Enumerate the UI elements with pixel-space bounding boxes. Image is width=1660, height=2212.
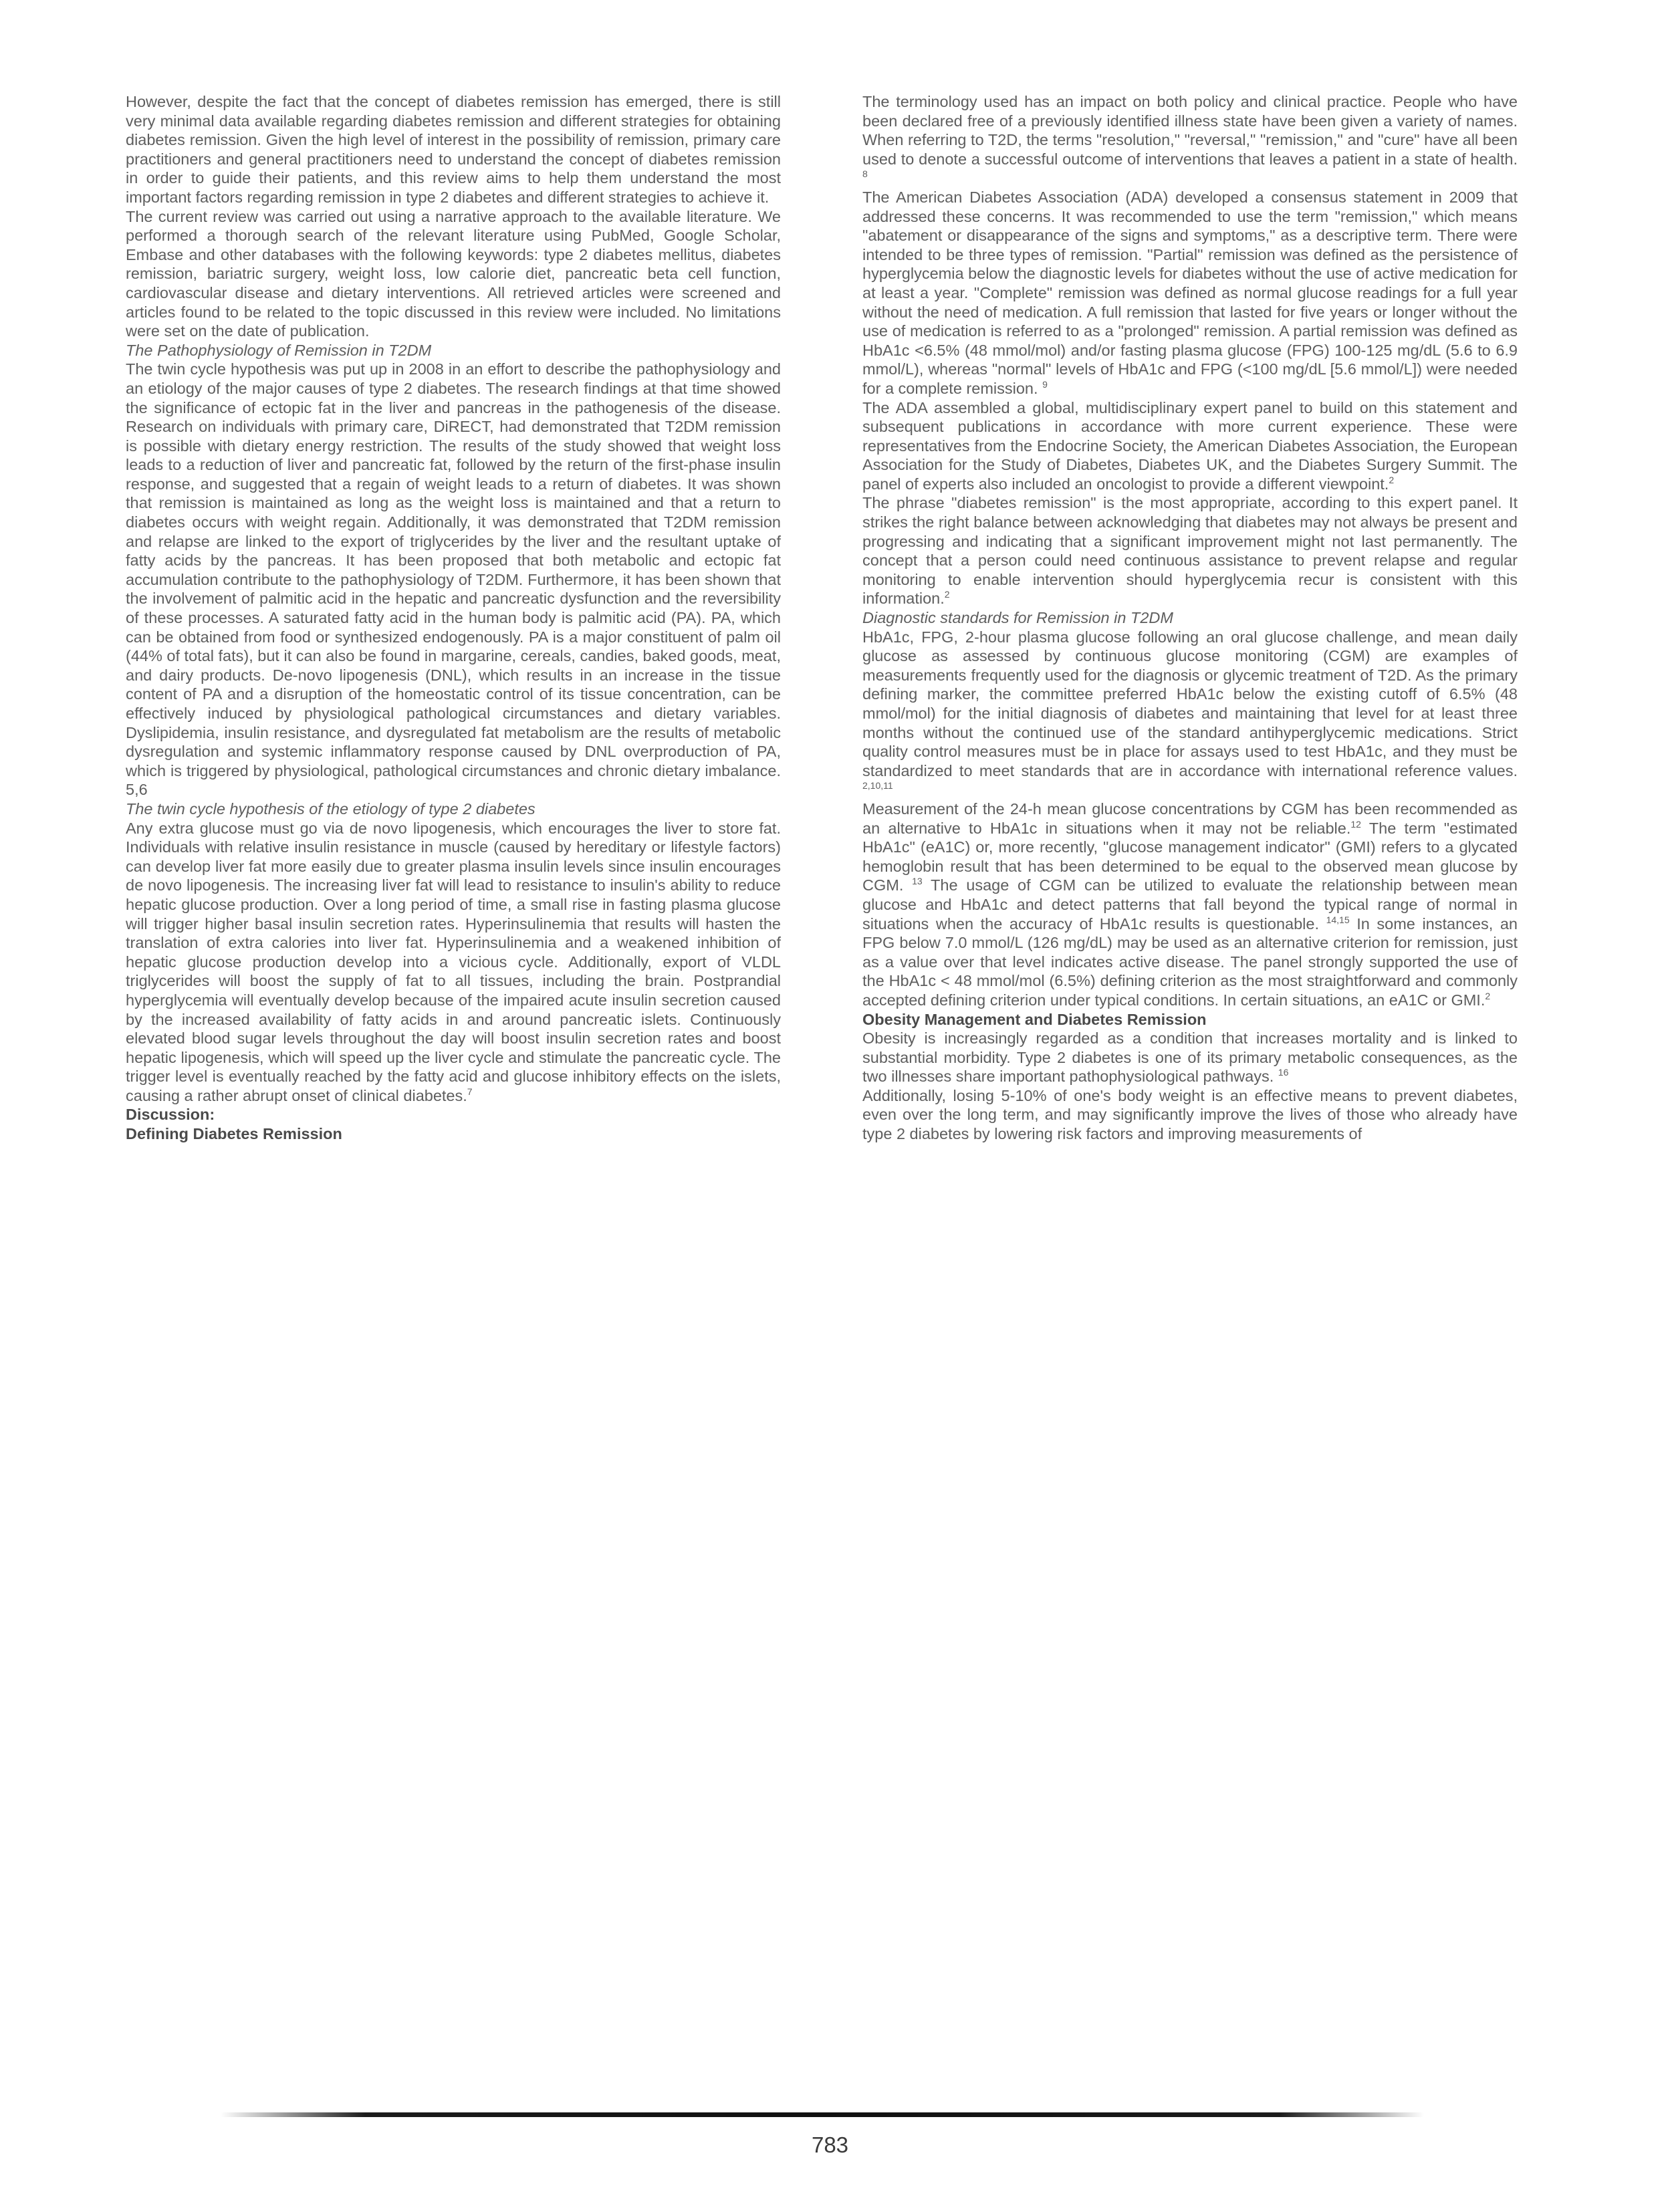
citation: 7 <box>467 1086 473 1098</box>
paragraph-text: The American Diabetes Association (ADA) developed a consensus statement in 2009 that addressed these concerns. It was recommended to use the term "remission," which means "abatement or disappearance of the signs and symptoms," as a descriptive term. There were intended to be three types of remission. "Partial" remission was defined as the persistence of hyperglycemia below the diagnostic levels for diabetes without the use of active medication for at least a year. "Complete" remission was defined as normal glucose readings for a full year without the need of medication. A full remission that lasted for five years or longer without the use of medication is referred to as a "prolonged" remission. A partial remission was defined as HbA1c <6.5% (48 mmol/mol) and/or fasting plasma glucose (FPG) 100-125 mg/dL (5.6 to 6.9 mmol/L), whereas "normal" levels of HbA1c and FPG (<100 mg/dL [5.6 mmol/L]) were needed for a complete remission. <box>862 188 1518 397</box>
page-number: 783 <box>811 2132 849 2157</box>
footer-divider <box>221 2112 1424 2117</box>
paragraph-text: HbA1c, FPG, 2-hour plasma glucose following an oral glucose challenge, and mean daily glucose as assessed by continuous glucose monitoring (CGM) are examples of measurements frequently used for the diagnosis or glycemic treatment of T2D. As the primary defining marker, the committee preferred HbA1c below the existing cutoff of 6.5% (48 mmol/mol) for the initial diagnosis of diabetes and maintaining that level for at least three months without the continued use of the standard antihyperglycemic medications. Strict quality control measures must be in place for assays used to test HbA1c, and they must be standardized to meet standards that are in accordance with international reference values. <box>862 628 1518 779</box>
right-text-column <box>862 92 1518 1144</box>
section-heading-bold: Obesity Management and Diabetes Remission <box>862 1010 1207 1028</box>
section-heading-italic: The Pathophysiology of Remission in T2DM <box>126 341 432 359</box>
citation: 2,10,11 <box>862 780 893 791</box>
citation: 2 <box>1389 475 1395 486</box>
paragraph <box>862 1029 1518 1086</box>
paragraph-text: In some instances, an FPG below 7.0 mmol/L (126 mg/dL) may be used as an alternative criterion for remission, just as a value over that level indicates active disease. The panel strongly supported the use of the HbA1c < 48 mmol/mol (6.5%) defining criterion as the most straightforward and commonly accepted defining criterion under typical conditions. In certain situations, an eA1C or GMI. <box>862 914 1518 1009</box>
paragraph-text: The terminology used has an impact on both policy and clinical practice. People who have been declared free of a previously identified illness state have been given a variety of names. When referring to T2D, the terms "resolution," "reversal," "remission," and "cure" have all been used to denote a successful outcome of interventions that leaves a patient in a state of health. <box>862 93 1518 168</box>
citation: 2 <box>1485 991 1491 1002</box>
citation: 9 <box>1042 379 1048 390</box>
paragraph-text: The usage of CGM can be utilized to evaluate the relationship between mean glucose and HbA1c and detect patterns that fall beyond the typical range of normal in situations when the accuracy of HbA1c results is questionable. <box>862 876 1518 933</box>
citation: 16 <box>1278 1067 1289 1078</box>
paragraph <box>862 800 1518 1010</box>
citation: 13 <box>912 876 923 887</box>
paragraph <box>862 398 1518 494</box>
paragraph: Additionally, losing 5-10% of one's body weight is an effective means to prevent diabetes, even over the long term, and may significantly improve the lives of those who already have type 2 diabetes by lowering risk factors and improving measurements of <box>862 1086 1518 1143</box>
paragraph <box>862 188 1518 398</box>
paragraph <box>862 628 1518 800</box>
paragraph-text: The phrase "diabetes remission" is the most appropriate, according to this expert panel. It strikes the right balance between acknowledging that diabetes may not always be present and progressing and indicating that a significant improvement might not last permanently. The concept that a person could need continuous assistance to prevent relapse and regular monitoring to enable intervention should hyperglycemia recur is consistent with this information. <box>862 494 1518 608</box>
section-heading-bold: Discussion: <box>126 1106 215 1124</box>
citation: 12 <box>1350 818 1361 830</box>
paragraph <box>862 92 1518 188</box>
citation: 8 <box>862 168 868 180</box>
paragraph-text: The ADA assembled a global, multidisciplinary expert panel to build on this statement and subsequent publications in accordance with more current experience. These were representatives from the Endocrine Society, the American Diabetes Association, the European Association for the Study of Diabetes, Diabetes UK, and the Diabetes Surgery Summit. The panel of experts also included an oncologist to provide a different viewpoint. <box>862 398 1518 493</box>
paragraph: The current review was carried out using a narrative approach to the available literature. We performed a thorough search of the relevant literature using PubMed, Google Scholar, Embase and other databases with the following keywords: type 2 diabetes mellitus, diabetes remission, bariatric surgery, weight loss, low calorie diet, pancreatic beta cell function, cardiovascular disease and dietary interventions. All retrieved articles were screened and articles found to be related to the topic discussed in this review were included. No limitations were set on the date of publication. <box>126 207 781 340</box>
paragraph-text: Obesity is increasingly regarded as a condition that increases mortality and is linked to substantial morbidity. Type 2 diabetes is one of its primary metabolic consequences, as the two illnesses share important pathophysiological pathways. <box>862 1029 1518 1086</box>
citation: 14,15 <box>1326 914 1350 925</box>
paragraph-text: The term "estimated HbA1c" (eA1C) or, more recently, "glucose management indicator" (GMI) refers to a glycated hemoglobin result that has been determined to be equal to the observed mean glucose by CGM. <box>862 819 1518 894</box>
paragraph-text: Measurement of the 24-h mean glucose concentrations by CGM has been recommended as an alternative to HbA1c in situations when it may not be reliable. <box>862 800 1518 837</box>
paragraph: However, despite the fact that the concept of diabetes remission has emerged, there is still very minimal data available regarding diabetes remission and different strategies for obtaining diabetes remission. Given the high level of interest in the possibility of remission, primary care practitioners and general practitioners need to understand the concept of diabetes remission in order to guide their patients, and this review aims to help them understand the most important factors regarding remission in type 2 diabetes and different strategies to achieve it. <box>126 93 781 206</box>
section-heading-italic: Diagnostic standards for Remission in T2DM <box>862 609 1173 627</box>
left-text-column <box>126 92 781 1144</box>
section-heading-bold: Defining Diabetes Remission <box>126 1125 342 1143</box>
paragraph-text: Any extra glucose must go via de novo lipogenesis, which encourages the liver to store fat. Individuals with relative insulin resistance in muscle (caused by hereditary or lifestyle factors) can develop liver fat more easily due to greater plasma insulin levels since insulin encourages de novo lipogenesis. The increasing liver fat will lead to resistance to insulin's ability to reduce hepatic glucose production. Over a long period of time, a small rise in fasting plasma glucose will trigger higher basal insulin secretion rates. Hyperinsulinemia that results will hasten the translation of extra calories into liver fat. Hyperinsulinemia and a weakened inhibition of hepatic glucose production develop into a vicious cycle. Additionally, export of VLDL triglycerides will boost the supply of fat to all tissues, including the brain. Postprandial hyperglycemia will eventually develop because of the impaired acute insulin secretion caused by the increased availability of fatty acids in and around pancreatic islets. Continuously elevated blood sugar levels throughout the day will boost insulin secretion rates and boost hepatic lipogenesis, which will speed up the liver cycle and stimulate the pancreatic cycle. The trigger level is eventually reached by the fatty acid and glucose inhibitory effects on the islets, causing a rather abrupt onset of clinical diabetes. <box>126 819 781 1104</box>
paragraph <box>862 493 1518 608</box>
paragraph <box>126 819 781 1106</box>
section-heading-italic: The twin cycle hypothesis of the etiology of type 2 diabetes <box>126 800 536 818</box>
citation: 2 <box>944 589 950 600</box>
paragraph: The twin cycle hypothesis was put up in 2008 in an effort to describe the pathophysiology and an etiology of the major causes of type 2 diabetes. The research findings at that time showed the significance of ectopic fat in the liver and pancreas in the pathogenesis of the disease. Research on individuals with primary care, DiRECT, had demonstrated that T2DM remission is possible with dietary energy restriction. The results of the study showed that weight loss leads to a reduction of liver and pancreatic fat, followed by the return of the first-phase insulin response, and suggested that a regain of weight leads to a return of diabetes. It was shown that remission is maintained as long as the weight loss is maintained and that a return to diabetes occurs with weight regain. Additionally, it was demonstrated that T2DM remission and relapse are linked to the export of triglycerides by the liver and the resultant uptake of fatty acids by the pancreas. It has been proposed that both metabolic and ectopic fat accumulation contribute to the pathophysiology of T2DM. Furthermore, it has been shown that the involvement of palmitic acid in the hepatic and pancreatic dysfunction and the reversibility of these processes. A saturated fatty acid in the human body is palmitic acid (PA). PA, which can be obtained from food or synthesized endogenously. PA is a major constituent of palm oil (44% of total fats), but it can also be found in margarine, cereals, candies, baked goods, meat, and dairy products. De-novo lipogenesis (DNL), which results in an increase in the tissue content of PA and a disruption of the homeostatic control of its tissue concentration, can be effectively induced by physiological pathological circumstances and dietary variables. Dyslipidemia, insulin resistance, and dysregulated fat metabolism are the results of metabolic dysregulation and systemic inflammatory response caused by DNL overproduction of PA, which is triggered by physiological, pathological circumstances and chronic dietary imbalance. 5,6 <box>126 360 781 799</box>
